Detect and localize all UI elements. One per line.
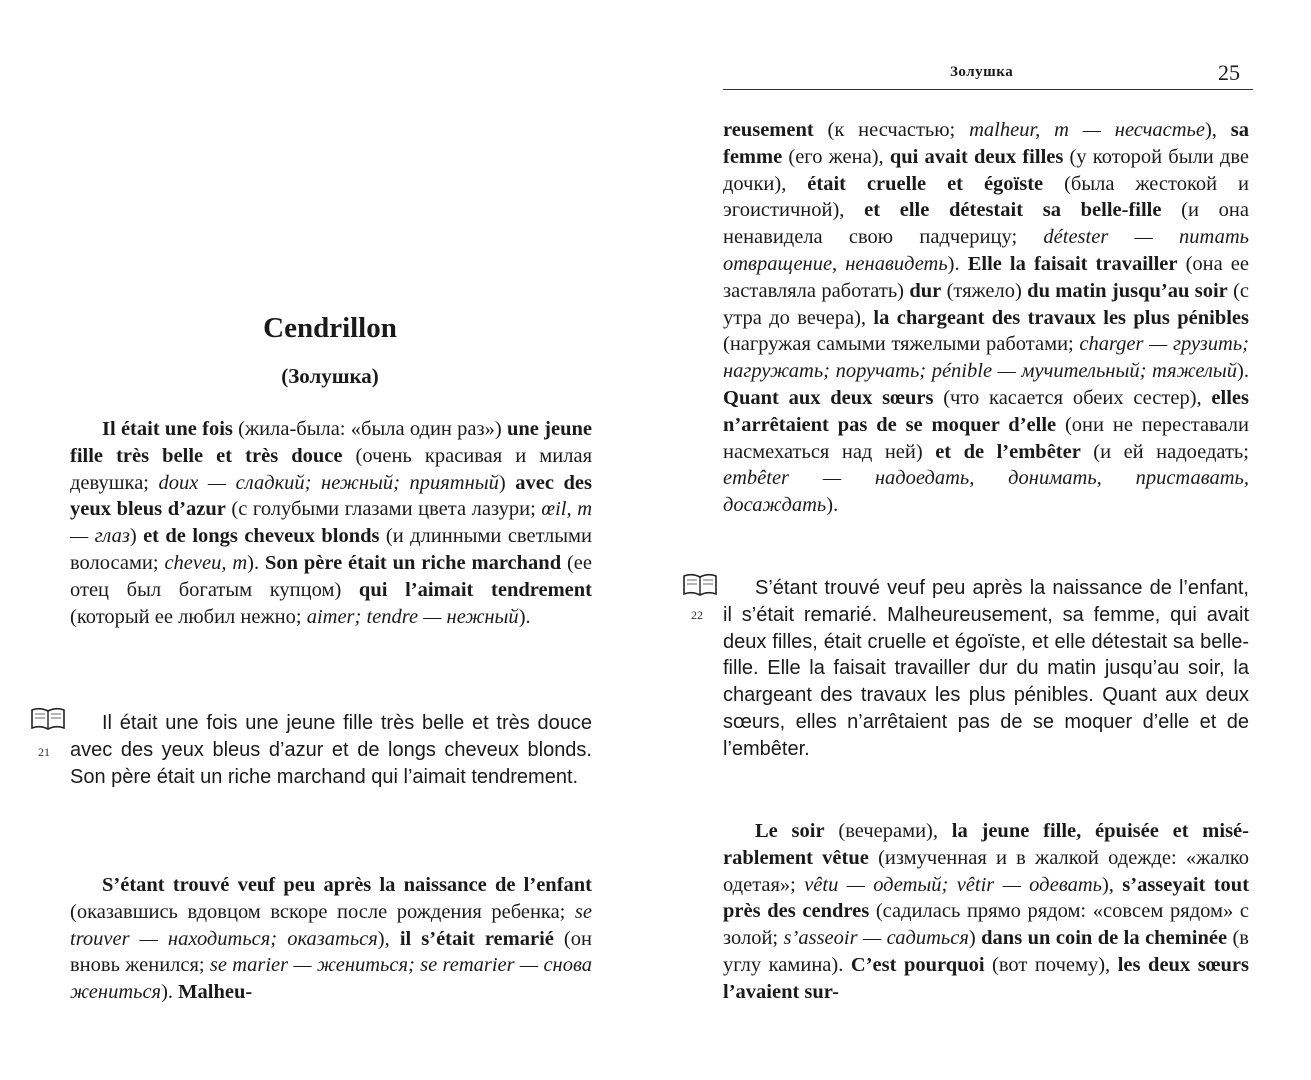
russian-translation: (садилась прямо рядом: «совсем рядом» с золой; xyxy=(723,900,1249,950)
russian-translation: ) xyxy=(129,525,144,548)
russian-translation: (у которой были две дочки), xyxy=(723,145,1249,195)
french-phrase: S’étant trouvé veuf peu après la naissance de l’enfant xyxy=(102,874,592,896)
dictionary-note: se marier — жениться; se remarier — снова жениться xyxy=(70,954,592,1004)
russian-translation: (он вновь женился; xyxy=(70,927,592,977)
russian-translation: (и ей надоедать; xyxy=(1080,440,1249,463)
russian-translation: (что касается обеих сестер), xyxy=(933,386,1212,409)
french-phrase: avec des yeux bleus d’azur xyxy=(70,471,593,521)
dictionary-note: charger — грузить; нагружать; поручать; pénible — мучительный; тяжелый xyxy=(723,333,1249,383)
french-text-section-2: S’étant trouvé veuf peu après la naissance de l’enfant, il s’était remarié. Malheureusement, sa femme, qui avait deux filles, était cruelle et égoïste, et elle détestait sa belle-fille. Elle la faisait travailler dur du matin jusqu’au soir, la chargeant des travaux les plus pénibles. Quant aux deux sœurs, elles n’arrêtaient pas de se moquer d’elle et de l’embêter. xyxy=(723,577,1249,760)
russian-translation: (ее отец был богатым купцом) xyxy=(70,551,592,601)
bilingual-paragraph-3 xyxy=(723,117,1249,519)
french-phrase: reusement xyxy=(723,119,814,141)
dictionary-note: œil, m — глаз xyxy=(70,498,592,548)
french-phrase: était cruelle et égoïste xyxy=(807,172,1044,195)
bilingual-paragraph-2 xyxy=(70,872,592,1006)
section-marker-22: 22 xyxy=(691,608,703,622)
russian-translation: (очень красивая и милая девушка; xyxy=(70,444,593,494)
french-phrase: sa femme xyxy=(723,119,1249,168)
russian-translation: ). xyxy=(947,252,968,275)
french-phrase: Le soir xyxy=(755,820,825,842)
running-title: Золушка xyxy=(950,64,1014,80)
russian-translation: ), xyxy=(1204,119,1231,141)
russian-translation: (нагружая самыми тяжелыми работами; xyxy=(723,333,1080,356)
russian-translation: ). xyxy=(161,981,179,1004)
french-phrase: et elle détestait sa belle-fille xyxy=(864,199,1162,222)
russian-translation: (вечерами), xyxy=(824,820,952,842)
dictionary-note: vêtu — одетый; vêtir — одевать xyxy=(804,873,1102,896)
russian-translation: (и длинными светлыми волосами; xyxy=(70,525,592,574)
left-page xyxy=(0,0,655,1080)
dictionary-note: malheur, m — несчастье xyxy=(969,119,1205,141)
french-phrase: s’asseyait tout près des cendres xyxy=(723,873,1250,923)
dictionary-note: doux — сладкий; нежный; приятный xyxy=(158,471,499,494)
russian-translation: (его жена), xyxy=(782,145,890,168)
russian-translation: ). xyxy=(518,605,531,628)
french-phrase: dans un coin de la cheminée xyxy=(981,927,1228,950)
french-text-section-1: Il était une fois une jeune fille très belle et très douce avec des yeux bleus d’azur et de longs cheveux blonds. Son père était un riche marchand qui l’aimait tendrement. xyxy=(70,712,592,788)
story-title: Cendrillon xyxy=(263,312,397,344)
dictionary-note: s’asseoir — садиться xyxy=(783,927,969,950)
french-phrase: qui avait deux filles xyxy=(889,145,1064,168)
french-phrase: C’est pourquoi xyxy=(850,953,985,976)
french-phrase: et de l’embêter xyxy=(935,440,1081,463)
dictionary-note: se trouver — находиться; оказаться xyxy=(70,900,592,950)
right-page xyxy=(655,0,1311,1080)
book-icon xyxy=(30,706,66,730)
dictionary-note: embêter — надоедать, донимать, приставать, досаждать xyxy=(723,467,1249,517)
bilingual-paragraph-4 xyxy=(723,818,1249,1006)
russian-translation: (который ее любил нежно; xyxy=(70,605,307,628)
russian-translation: (они не переставали насмехаться над ней) xyxy=(723,413,1249,463)
russian-translation: ) xyxy=(968,927,982,950)
french-phrase: dur xyxy=(909,279,942,302)
russian-translation: (с голубыми глазами цвета лазури; xyxy=(225,498,542,521)
russian-translation: ). xyxy=(247,551,265,574)
russian-translation: (вот почему), xyxy=(984,953,1118,976)
russian-translation: (тяжело) xyxy=(941,279,1028,302)
french-phrase: la chargeant des travaux les plus pénibles xyxy=(873,306,1249,329)
book-icon xyxy=(682,572,718,596)
russian-translation: ), xyxy=(1101,873,1123,896)
russian-translation: (измученная и в жалкой одежде: «жалко одетая»; xyxy=(723,846,1249,896)
french-phrase: Elle la faisait travailler xyxy=(967,252,1178,275)
french-phrase: les deux sœurs l’avaient sur- xyxy=(723,953,1250,1003)
french-phrase: Son père était un riche marchand xyxy=(264,551,562,574)
russian-translation: ). xyxy=(1237,360,1249,383)
russian-translation: ). xyxy=(826,494,839,517)
french-phrase: Quant aux deux sœurs xyxy=(723,386,934,409)
russian-translation: (она ее заставляла работать) xyxy=(723,252,1249,302)
french-phrase: et de longs cheveux blonds xyxy=(143,525,380,548)
french-phrase: Malheu- xyxy=(178,981,253,1004)
french-phrase: qui l’aimait tendrement xyxy=(358,578,592,601)
section-marker-21: 21 xyxy=(38,745,50,759)
dictionary-note: cheveu, m xyxy=(164,551,248,574)
russian-translation: (оказавшись вдовцом вскоре после рождения ребенка; xyxy=(70,900,575,923)
russian-translation: (и она ненавидела свою падчерицу; xyxy=(723,199,1249,249)
dictionary-note: aimer; tendre — нежный xyxy=(306,605,519,628)
story-subtitle: (Золушка) xyxy=(281,364,379,388)
french-phrase: une jeune fille très belle et très douce xyxy=(70,418,592,467)
french-phrase: il s’était remarié xyxy=(399,927,554,950)
russian-translation: (к несчастью; xyxy=(813,119,970,141)
french-phrase: elles n’arrêtaient pas de se moquer d’elle xyxy=(723,386,1249,436)
russian-translation: ), xyxy=(377,927,400,950)
dictionary-note: détester — питать отвращение, ненавидеть xyxy=(723,226,1249,275)
russian-translation: (была жестокой и эгоистичной), xyxy=(723,172,1250,222)
russian-translation: (с утра до вечера), xyxy=(723,279,1249,329)
russian-translation: ) xyxy=(498,471,516,494)
russian-translation: (жила-была: «была один раз») xyxy=(232,418,507,440)
french-phrase: du matin jusqu’au soir xyxy=(1027,279,1228,302)
bilingual-paragraph-1 xyxy=(70,416,592,630)
french-phrase: la jeune fille, épuisée et misérablement vêtue xyxy=(723,820,1249,869)
french-phrase: Il était une fois xyxy=(102,418,233,440)
russian-translation: (в углу камина). xyxy=(723,927,1249,976)
page-number: 25 xyxy=(1218,60,1240,85)
